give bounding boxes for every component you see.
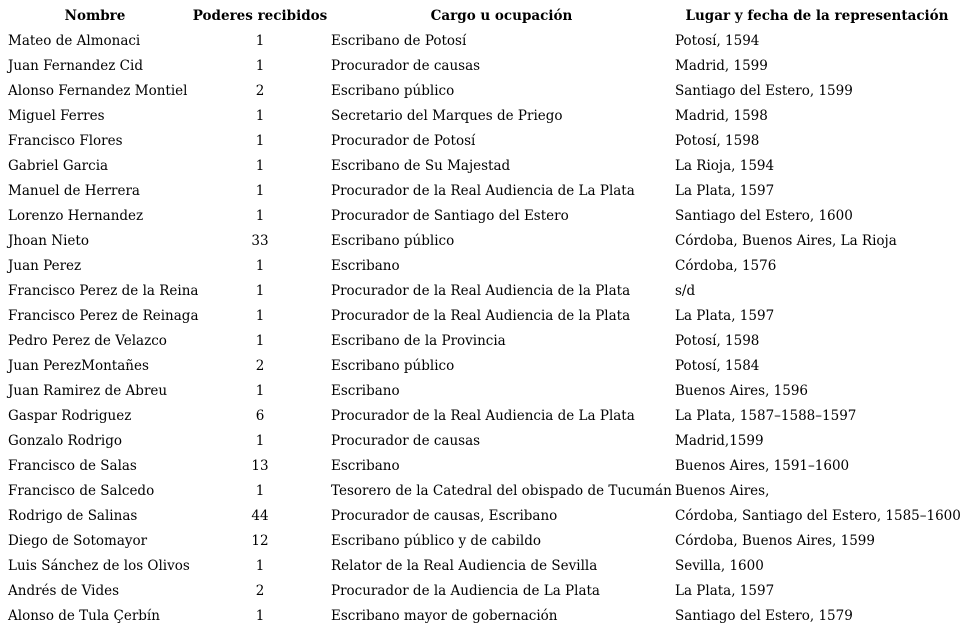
table-cell: 1 — [255, 58, 265, 74]
table-row — [0, 104, 962, 129]
table-cell: Escribano — [331, 458, 400, 474]
table-cell: Miguel Ferres — [8, 108, 105, 124]
table-cell: 1 — [255, 158, 265, 174]
table-cell: Córdoba, Santiago del Estero, 1585–1600 — [675, 508, 961, 524]
table-cell: Procurador de causas — [331, 58, 481, 74]
table-cell: 13 — [251, 458, 269, 474]
table-cell: Alonso Fernandez Montiel — [8, 83, 188, 99]
table-cell: Escribano — [331, 383, 400, 399]
table-cell: 1 — [255, 208, 265, 224]
table-row — [0, 329, 962, 354]
table-cell: Procurador de causas, Escribano — [331, 508, 558, 524]
table-cell: Procurador de la Real Audiencia de La Plata — [331, 408, 635, 424]
table-cell: Potosí, 1598 — [675, 333, 760, 349]
table-cell: Gaspar Rodriguez — [8, 408, 132, 424]
table-cell: Juan Ramirez de Abreu — [8, 383, 168, 399]
table-cell: Francisco Perez de la Reina — [8, 283, 199, 299]
table-cell: La Plata, 1597 — [675, 583, 775, 599]
table-cell: Escribano mayor de gobernación — [331, 608, 558, 624]
table-cell: Juan Perez — [8, 258, 82, 274]
table-cell: Francisco de Salcedo — [8, 483, 155, 499]
table-cell: 2 — [255, 358, 265, 374]
table-row — [0, 354, 962, 379]
table-cell: 1 — [255, 383, 265, 399]
table-cell: Potosí, 1584 — [675, 358, 760, 374]
table-cell: Escribano de Potosí — [331, 33, 467, 49]
table-cell: 1 — [255, 333, 265, 349]
table-cell: Andrés de Vides — [8, 583, 120, 599]
table-cell: Diego de Sotomayor — [8, 533, 148, 549]
table-row — [0, 379, 962, 404]
table-cell: Procurador de la Real Audiencia de La Plata — [331, 183, 635, 199]
column-header-nombre: Nombre — [64, 8, 126, 24]
table-cell: Gonzalo Rodrigo — [8, 433, 122, 449]
table-cell: 33 — [251, 233, 269, 249]
table-cell: 1 — [255, 558, 265, 574]
table-cell: Escribano de la Provincia — [331, 333, 506, 349]
table-row — [0, 479, 962, 504]
table-cell: 2 — [255, 83, 265, 99]
table-row — [0, 154, 962, 179]
table-row — [0, 254, 962, 279]
table-cell: 1 — [255, 483, 265, 499]
table-cell: Santiago del Estero, 1600 — [675, 208, 853, 224]
table-body — [0, 29, 962, 629]
table-cell: 1 — [255, 258, 265, 274]
table-cell: Procurador de la Real Audiencia de la Plata — [331, 283, 631, 299]
table-row — [0, 454, 962, 479]
column-header-poderes-recibidos: Poderes recibidos — [192, 8, 328, 24]
table-row — [0, 29, 962, 54]
table-cell: 12 — [251, 533, 269, 549]
table-row — [0, 304, 962, 329]
table-cell: Manuel de Herrera — [8, 183, 140, 199]
table-cell: Juan Fernandez Cid — [8, 58, 143, 74]
table-row — [0, 604, 962, 629]
table-cell: 1 — [255, 133, 265, 149]
table-cell: Santiago del Estero, 1599 — [675, 83, 853, 99]
table-cell: Lorenzo Hernandez — [8, 208, 144, 224]
table-cell: Santiago del Estero, 1579 — [675, 608, 853, 624]
table-row — [0, 179, 962, 204]
table-cell: Buenos Aires, 1596 — [675, 383, 809, 399]
table-cell: Escribano público — [331, 83, 455, 99]
table-cell: Procurador de Potosí — [331, 133, 476, 149]
table-row — [0, 229, 962, 254]
table-cell: 1 — [255, 108, 265, 124]
table-row — [0, 204, 962, 229]
table-cell: Gabriel Garcia — [8, 158, 109, 174]
table-cell: La Plata, 1597 — [675, 183, 775, 199]
table-row — [0, 129, 962, 154]
table-cell: Potosí, 1594 — [675, 33, 760, 49]
table-row — [0, 504, 962, 529]
table-cell: Alonso de Tula Çerbín — [8, 608, 160, 624]
table-cell: Escribano — [331, 258, 400, 274]
table-cell: Procurador de la Real Audiencia de la Plata — [331, 308, 631, 324]
table-cell: Madrid,1599 — [675, 433, 764, 449]
table-cell: Secretario del Marques de Priego — [331, 108, 563, 124]
table-cell: La Plata, 1597 — [675, 308, 775, 324]
table-cell: Escribano de Su Majestad — [331, 158, 511, 174]
table-cell: Córdoba, 1576 — [675, 258, 777, 274]
table-cell: Pedro Perez de Velazco — [8, 333, 167, 349]
table-cell: 44 — [251, 508, 269, 524]
table-cell: La Rioja, 1594 — [675, 158, 775, 174]
table-cell: La Plata, 1587–1588–1597 — [675, 408, 857, 424]
table-cell: Relator de la Real Audiencia de Sevilla — [331, 558, 598, 574]
table-cell: Potosí, 1598 — [675, 133, 760, 149]
table-cell: Juan PerezMontañes — [8, 358, 149, 374]
table-cell: Escribano público — [331, 233, 455, 249]
table-row — [0, 529, 962, 554]
table-cell: 1 — [255, 433, 265, 449]
table-cell: 1 — [255, 608, 265, 624]
table-row — [0, 54, 962, 79]
table-cell: Buenos Aires, 1591–1600 — [675, 458, 850, 474]
table-cell: Procurador de la Audiencia de La Plata — [331, 583, 600, 599]
table-cell: Francisco de Salas — [8, 458, 137, 474]
table-cell: Jhoan Nieto — [8, 233, 89, 249]
table-cell: 1 — [255, 183, 265, 199]
table-cell: Escribano público y de cabildo — [331, 533, 542, 549]
column-header-lugar-y-fecha: Lugar y fecha de la representación — [685, 8, 949, 24]
table-cell: 1 — [255, 308, 265, 324]
table-row — [0, 429, 962, 454]
table-cell: Buenos Aires, — [675, 483, 770, 499]
table-cell: Córdoba, Buenos Aires, La Rioja — [675, 233, 897, 249]
table-cell: Madrid, 1598 — [675, 108, 768, 124]
table-cell: 6 — [255, 408, 265, 424]
table-row — [0, 579, 962, 604]
table-cell: Procurador de Santiago del Estero — [331, 208, 569, 224]
table-cell: Mateo de Almonaci — [8, 33, 141, 49]
table-row — [0, 279, 962, 304]
table-cell: Luis Sánchez de los Olivos — [8, 558, 190, 574]
column-header-cargo-u-ocupacion: Cargo u ocupación — [430, 8, 573, 24]
table-cell: Sevilla, 1600 — [675, 558, 764, 574]
table-cell: Tesorero de la Catedral del obispado de Tucumán — [331, 483, 672, 499]
table-cell: 1 — [255, 283, 265, 299]
table-row — [0, 404, 962, 429]
table-cell: Escribano público — [331, 358, 455, 374]
table-row — [0, 79, 962, 104]
table-header-row — [0, 4, 962, 29]
table-cell: Córdoba, Buenos Aires, 1599 — [675, 533, 875, 549]
table-row — [0, 554, 962, 579]
table-cell: Francisco Flores — [8, 133, 123, 149]
table-cell: Madrid, 1599 — [675, 58, 768, 74]
table-cell: 1 — [255, 33, 265, 49]
table-cell: Francisco Perez de Reinaga — [8, 308, 199, 324]
table-cell: 2 — [255, 583, 265, 599]
table-cell: Rodrigo de Salinas — [8, 508, 138, 524]
table-cell: s/d — [675, 283, 696, 299]
table-cell: Procurador de causas — [331, 433, 481, 449]
